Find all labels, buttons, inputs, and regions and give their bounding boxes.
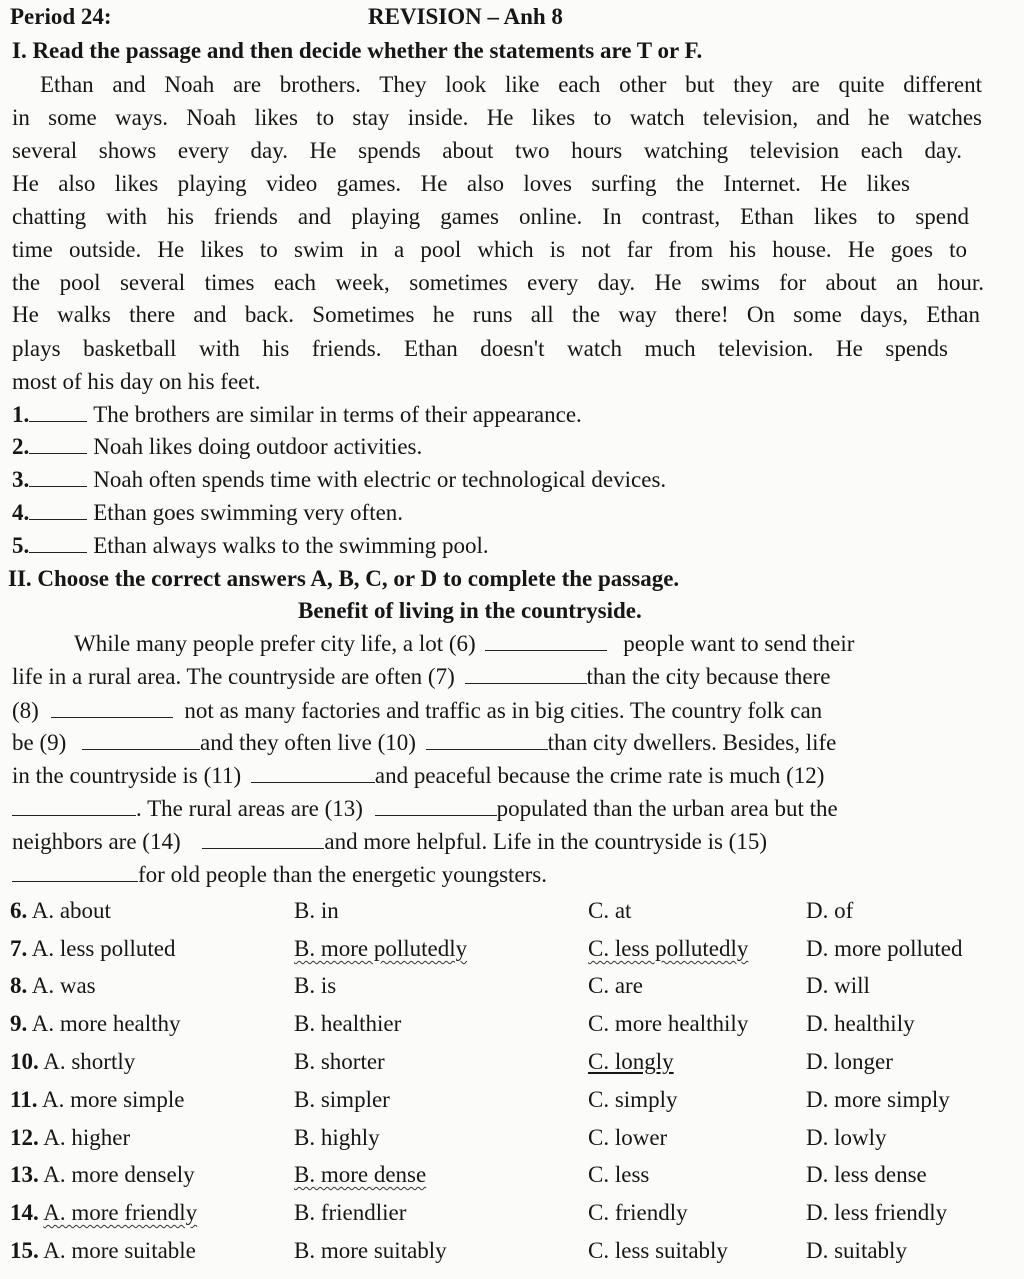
question-8-option-b[interactable]: B. is xyxy=(294,973,337,998)
question-number: 13. xyxy=(10,1162,39,1187)
question-13-option-a[interactable] xyxy=(10,1160,195,1190)
cloze-text: and they often live (10) xyxy=(200,730,416,755)
blank-12[interactable] xyxy=(12,797,136,816)
cloze-line xyxy=(12,794,838,824)
question-15-option-b[interactable]: B. more suitably xyxy=(294,1238,447,1263)
blank-11[interactable] xyxy=(251,764,375,783)
question-number: 8. xyxy=(10,973,28,998)
blank-15[interactable] xyxy=(12,863,138,882)
cloze-text: people want to send their xyxy=(623,631,855,656)
statement-number: 1. xyxy=(12,402,30,427)
question-number: 11. xyxy=(10,1087,38,1112)
question-number: 12. xyxy=(10,1125,39,1150)
blank-7[interactable] xyxy=(465,665,587,684)
passage-line: in some ways. Noah likes to stay inside. He likes to watch television, and he watches xyxy=(12,105,982,130)
question-10-option-c[interactable] xyxy=(588,1047,674,1077)
statement-3 xyxy=(12,465,666,495)
question-14-option-a[interactable] xyxy=(10,1198,197,1228)
blank-8[interactable] xyxy=(51,699,173,718)
statement-number: 2. xyxy=(12,434,30,459)
question-13-option-c[interactable]: C. less xyxy=(588,1162,650,1187)
cloze-text: (8) xyxy=(12,698,39,723)
cloze-line xyxy=(12,761,824,791)
option-text: A. more suitable xyxy=(43,1238,196,1263)
answer-blank[interactable] xyxy=(29,501,87,520)
question-number: 14. xyxy=(10,1200,39,1225)
question-7-option-c[interactable]: C. less pollutedly xyxy=(588,936,749,961)
question-14-option-c[interactable]: C. friendly xyxy=(588,1200,688,1225)
passage-line: He also likes playing video games. He also loves surfing the Internet. He likes xyxy=(12,171,910,196)
question-number: 6. xyxy=(10,898,28,923)
question-10-option-d[interactable]: D. longer xyxy=(806,1049,893,1074)
option-text: A. more simple xyxy=(41,1087,185,1112)
passage-line: He walks there and back. Sometimes he runs all the way there! On some days, Ethan xyxy=(12,302,980,327)
cloze-text: life in a rural area. The countryside are often (7) xyxy=(12,664,455,689)
cloze-text: than the city because there xyxy=(586,664,831,689)
answer-blank[interactable] xyxy=(29,534,87,553)
statement-1 xyxy=(12,400,582,430)
question-number: 7. xyxy=(10,936,28,961)
statement-text: Noah likes doing outdoor activities. xyxy=(93,434,423,459)
section1-heading: I. Read the passage and then decide whether the statements are T or F. xyxy=(12,38,703,63)
passage-line: time outside. He likes to swim in a pool which is not far from his house. He goes to xyxy=(12,237,967,262)
passage-line: plays basketball with his friends. Ethan doesn't watch much television. He spends xyxy=(12,336,948,361)
cloze-text: populated than the urban area but the xyxy=(496,796,838,821)
passage-line: the pool several times each week, sometimes every day. He swims for about an hour. xyxy=(12,270,984,295)
cloze-text: While many people prefer city life, a lot (6) xyxy=(74,631,476,656)
statement-5 xyxy=(12,531,489,561)
option-text: A. more densely xyxy=(43,1162,195,1187)
cloze-line xyxy=(12,728,836,758)
question-15-option-c[interactable]: C. less suitably xyxy=(588,1238,728,1263)
option-text: A. higher xyxy=(43,1125,131,1150)
question-15-option-d[interactable]: D. suitably xyxy=(806,1238,907,1263)
statement-number: 3. xyxy=(12,467,30,492)
option-text: A. more friendly xyxy=(43,1200,198,1225)
question-13-option-b[interactable]: B. more dense xyxy=(294,1162,427,1187)
question-15-option-a[interactable] xyxy=(10,1236,196,1266)
question-8-option-d[interactable]: D. will xyxy=(806,973,870,998)
question-number: 15. xyxy=(10,1238,39,1263)
cloze-line xyxy=(12,696,822,726)
question-11-option-c[interactable]: C. simply xyxy=(588,1087,678,1112)
passage-line: most of his day on his feet. xyxy=(12,369,261,394)
option-text: A. more healthy xyxy=(31,1011,181,1036)
blank-13[interactable] xyxy=(375,797,497,816)
question-6-option-b[interactable]: B. in xyxy=(294,898,339,923)
question-8-option-c[interactable]: C. are xyxy=(588,973,643,998)
question-8-option-a[interactable] xyxy=(10,971,96,1001)
statement-text: Ethan always walks to the swimming pool. xyxy=(93,533,489,558)
question-10-option-a[interactable] xyxy=(10,1047,135,1077)
question-11-option-d[interactable]: D. more simply xyxy=(806,1087,950,1112)
cloze-text: and peaceful because the crime rate is much (12) xyxy=(374,763,825,788)
answer-blank[interactable] xyxy=(29,468,87,487)
statement-number: 5. xyxy=(12,533,30,558)
blank-6[interactable] xyxy=(485,632,607,651)
answer-blank[interactable] xyxy=(29,403,87,422)
question-9-option-a[interactable] xyxy=(10,1009,181,1039)
statement-text: The brothers are similar in terms of their appearance. xyxy=(93,402,582,427)
worksheet-title: REVISION – Anh 8 xyxy=(368,4,563,29)
cloze-text: in the countryside is (11) xyxy=(12,763,242,788)
question-11-option-a[interactable] xyxy=(10,1085,184,1115)
blank-10[interactable] xyxy=(426,731,548,750)
passage-subtitle: Benefit of living in the countryside. xyxy=(298,598,642,623)
section2-heading: II. Choose the correct answers A, B, C, or D to complete the passage. xyxy=(8,566,680,591)
question-12-option-b[interactable]: B. highly xyxy=(294,1125,380,1150)
passage-line: several shows every day. He spends about two hours watching television each day. xyxy=(12,138,962,163)
statement-number: 4. xyxy=(12,500,30,525)
cloze-text: than city dwellers. Besides, life xyxy=(547,730,837,755)
question-number: 10. xyxy=(10,1049,39,1074)
cloze-line xyxy=(12,662,830,692)
option-text: A. shortly xyxy=(43,1049,136,1074)
question-6-option-c[interactable]: C. at xyxy=(588,898,632,923)
cloze-text: be (9) xyxy=(12,730,67,755)
question-7-option-a[interactable] xyxy=(10,934,175,964)
question-9-option-b[interactable]: B. healthier xyxy=(294,1011,402,1036)
statement-text: Noah often spends time with electric or technological devices. xyxy=(93,467,667,492)
question-6-option-a[interactable] xyxy=(10,896,111,926)
cloze-text: . The rural areas are (13) xyxy=(136,796,363,821)
question-10-option-b[interactable]: B. shorter xyxy=(294,1049,385,1074)
period-label: Period 24: xyxy=(10,4,112,29)
statement-4 xyxy=(12,498,403,528)
question-13-option-d[interactable]: D. less dense xyxy=(806,1162,927,1187)
question-12-option-a[interactable] xyxy=(10,1123,130,1153)
question-9-option-d[interactable]: D. healthily xyxy=(806,1011,915,1036)
blank-9[interactable] xyxy=(82,731,200,750)
cloze-line xyxy=(12,860,547,890)
question-9-option-c[interactable]: C. more healthily xyxy=(588,1011,749,1036)
cloze-text: and more helpful. Life in the countryside is (15) xyxy=(324,829,767,854)
question-7-option-d[interactable]: D. more polluted xyxy=(806,936,963,961)
question-11-option-b[interactable]: B. simpler xyxy=(294,1087,390,1112)
passage-line: chatting with his friends and playing games online. In contrast, Ethan likes to spend xyxy=(12,204,969,229)
statement-text: Ethan goes swimming very often. xyxy=(93,500,404,525)
question-7-option-b[interactable]: B. more pollutedly xyxy=(294,936,468,961)
option-text: A. less polluted xyxy=(31,936,176,961)
cloze-line xyxy=(12,827,767,857)
cloze-text: not as many factories and traffic as in big cities. The country folk can xyxy=(184,698,823,723)
answer-blank[interactable] xyxy=(29,435,87,454)
question-14-option-d[interactable]: D. less friendly xyxy=(806,1200,948,1225)
blank-14[interactable] xyxy=(202,830,324,849)
question-12-option-d[interactable]: D. lowly xyxy=(806,1125,887,1150)
question-6-option-d[interactable]: D. of xyxy=(806,898,854,923)
question-14-option-b[interactable]: B. friendlier xyxy=(294,1200,407,1225)
statement-2 xyxy=(12,432,422,462)
passage-line: Ethan and Noah are brothers. They look like each other but they are quite different xyxy=(40,72,982,97)
cloze-text: neighbors are (14) xyxy=(12,829,181,854)
option-text: C. longly xyxy=(588,1049,674,1074)
question-12-option-c[interactable]: C. lower xyxy=(588,1125,668,1150)
option-text: A. was xyxy=(31,973,96,998)
option-text: A. about xyxy=(31,898,111,923)
cloze-line xyxy=(74,629,854,659)
question-number: 9. xyxy=(10,1011,28,1036)
cloze-text: for old people than the energetic youngsters. xyxy=(138,862,547,887)
